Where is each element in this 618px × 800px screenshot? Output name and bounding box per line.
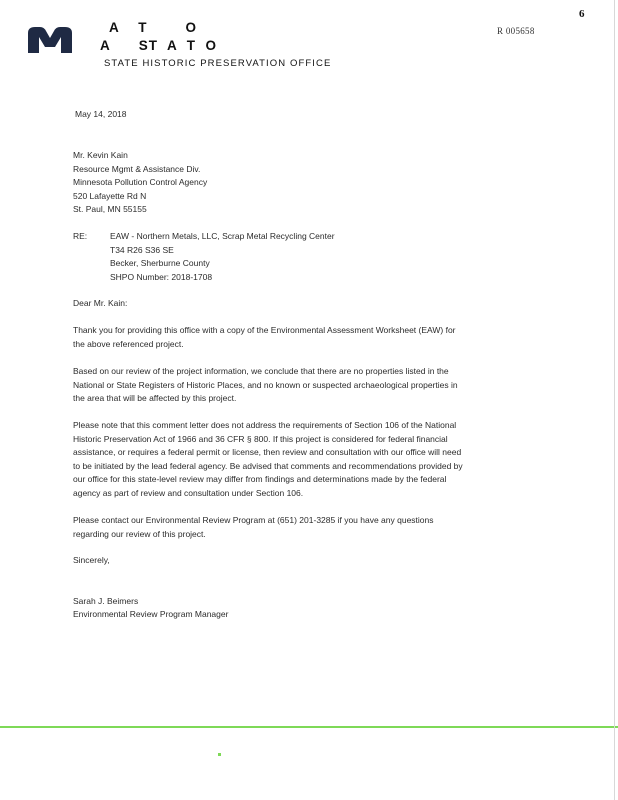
re-project: EAW - Northern Metals, LLC, Scrap Metal Recycling Center bbox=[110, 231, 335, 241]
recipient-street: 520 Lafayette Rd N bbox=[73, 190, 147, 201]
scan-edge bbox=[614, 0, 615, 800]
page-number: 6 bbox=[579, 8, 585, 20]
paragraph-line: regarding our review of this project. bbox=[73, 528, 206, 539]
body-paragraph-1 bbox=[73, 324, 563, 351]
letterhead-office-name: STATE HISTORIC PRESERVATION OFFICE bbox=[104, 58, 332, 69]
document-reference: R 005658 bbox=[497, 26, 535, 36]
paragraph-line: the above referenced project. bbox=[73, 338, 184, 349]
paragraph-line: agency as part of review and consultation under Section 106. bbox=[73, 487, 304, 498]
paragraph-line: National or State Registers of Historic Places, and no known or suspected archaeological properties in bbox=[73, 379, 458, 390]
signer-title: Environmental Review Program Manager bbox=[73, 609, 229, 619]
paragraph-line: Please contact our Environmental Review Program at (651) 201-3285 if you have any questions bbox=[73, 515, 434, 525]
recipient-division: Resource Mgmt & Assistance Div. bbox=[73, 163, 201, 174]
footer-rule bbox=[0, 726, 618, 728]
footer-mark bbox=[218, 753, 221, 756]
body-paragraph-2 bbox=[73, 365, 563, 406]
body-paragraph-3 bbox=[73, 419, 563, 500]
recipient-name: Mr. Kevin Kain bbox=[73, 150, 128, 160]
salutation: Dear Mr. Kain: bbox=[73, 298, 128, 308]
body-paragraph-4 bbox=[73, 514, 563, 541]
recipient-city: St. Paul, MN 55155 bbox=[73, 204, 147, 214]
minnesota-m-logo-icon bbox=[28, 27, 72, 53]
paragraph-line: Based on our review of the project information, we conclude that there are no properties listed in the bbox=[73, 366, 449, 376]
paragraph-line: Historic Preservation Act of 1966 and 36 CFR § 800. If this project is considered for federal financial bbox=[73, 433, 448, 444]
closing: Sincerely, bbox=[73, 555, 110, 565]
recipient-address bbox=[73, 149, 207, 217]
letterhead-line-2: A ST A T O bbox=[100, 38, 218, 53]
paragraph-line: Please note that this comment letter does not address the requirements of Section 106 of the National bbox=[73, 420, 457, 430]
re-county: Becker, Sherburne County bbox=[110, 258, 210, 268]
paragraph-line: Thank you for providing this office with a copy of the Environmental Assessment Worksheet (EAW) for bbox=[73, 325, 456, 335]
re-location: T34 R26 S36 SE bbox=[110, 244, 174, 255]
paragraph-line: our office for this state-level review may differ from findings and determinations made by the federal bbox=[73, 474, 447, 484]
letter-date: May 14, 2018 bbox=[75, 109, 127, 119]
re-shpo-number: SHPO Number: 2018-1708 bbox=[110, 271, 213, 282]
letterhead-line-1: A T O bbox=[100, 20, 198, 35]
paragraph-line: the area that will be affected by this project. bbox=[73, 393, 237, 403]
re-label: RE: bbox=[73, 231, 88, 241]
signer-name: Sarah J. Beimers bbox=[73, 596, 139, 606]
re-subject-block bbox=[110, 230, 335, 284]
recipient-agency: Minnesota Pollution Control Agency bbox=[73, 177, 208, 187]
paragraph-line: assistance, or requires a federal permit or license, then review and consultation with our office will need bbox=[73, 447, 462, 457]
paragraph-line: to be initiated by the lead federal agency. Be advised that comments and recommendations provided by bbox=[73, 460, 463, 471]
